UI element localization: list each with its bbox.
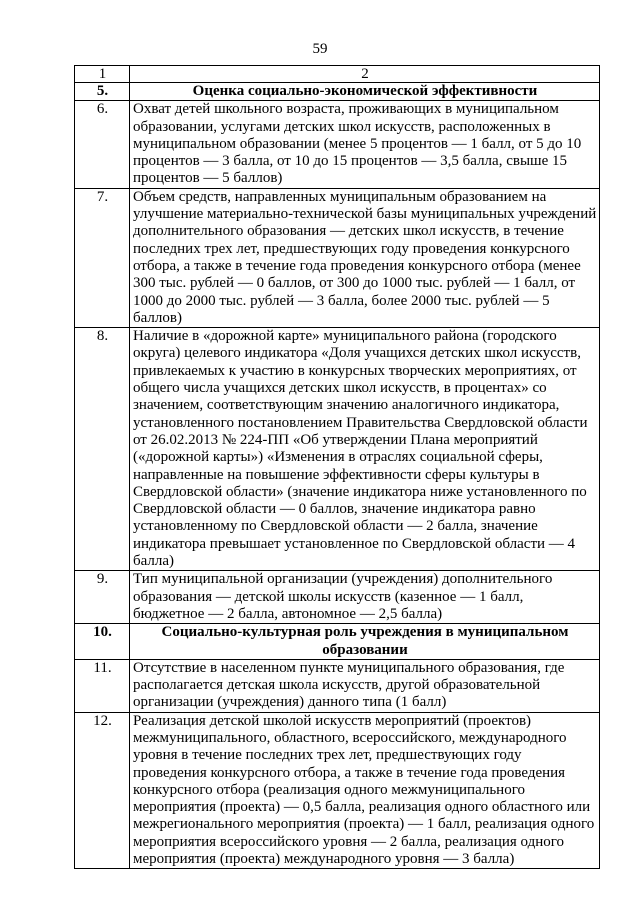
criteria-table [74, 65, 600, 869]
row-text: Тип муниципальной организации (учреждения) дополнительного образования — детской школы искусств (казенное — 1 балл, бюджетное — 2 балла, автономное — 2,5 балла) [130, 571, 600, 624]
table-row [75, 101, 600, 188]
row-text: Объем средств, направленных муниципальным образованием на улучшение материально-технической базы муниципальных учреждений дополнительного образования — детских школ искусств, в течение последних трех лет, предшествующих году проведения конкурсного отбора, а также в течение года проведения конкурсного отбора (менее 300 тыс. рублей — 0 баллов, от 300 до 1000 тыс. рублей — 1 балл, от 1000 до 2000 тыс. рублей — 3 балла, более 2000 тыс. рублей — 5 баллов) [130, 188, 600, 327]
row-number: 10. [75, 624, 130, 660]
section-row [75, 83, 600, 101]
row-text: Отсутствие в населенном пункте муниципального образования, где располагается детская школа искусств, другой образовательной организации (учреждения) данного типа (1 балл) [130, 659, 600, 712]
column-text-header: 2 [130, 66, 600, 83]
row-text: Реализация детской школой искусств мероприятий (проектов) межмуниципального, областного, всероссийского, международного уровня в течение последних трех лет, предшествующих году проведения конкурсного отбора, а также в течение года проведения конкурсного отбора (реализация одного межмуниципального мероприятия (проекта) — 0,5 балла, реализация одного областного или межрегионального мероприятия (проекта) — 1 балл, реализация одного мероприятия всероссийского уровня — 2 балла, реализация одного мероприятия (проекта) международного уровня — 3 балла) [130, 712, 600, 869]
table-row [75, 712, 600, 869]
row-text: Наличие в «дорожной карте» муниципального района (городского округа) целевого индикатора «Доля учащихся детских школ искусств, привлекаемых к участию в конкурсных творческих мероприятиях, от общего числа учащихся детских школ искусств, в процентах» со значением, соответствующим значению аналогичного индикатора, установленного постановлением Правительства Свердловской области от 26.02.2013 № 224-ПП «Об утверждении Плана мероприятий («дорожной карты») «Изменения в отраслях социальной сферы, направленные на повышение эффективности сферы культуры в Свердловской области» (значение индикатора ниже установленного по Свердловской области — 0 баллов, значение индикатора равно установленному по Свердловской области — 2 балла, значение индикатора превышает установленное по Свердловской области — 4 балла) [130, 328, 600, 571]
row-number: 7. [75, 188, 130, 327]
row-number: 11. [75, 659, 130, 712]
row-number: 6. [75, 101, 130, 188]
row-text: Охват детей школьного возраста, проживающих в муниципальном образовании, услугами детских школ искусств, расположенных в муниципальном образовании (менее 5 процентов — 1 балл, от 5 до 10 процентов — 3 балла, от 10 до 15 процентов — 3,5 балла, свыше 15 процентов — 5 баллов) [130, 101, 600, 188]
row-number: 12. [75, 712, 130, 869]
table-row [75, 659, 600, 712]
page-number: 59 [312, 41, 328, 57]
section-row [75, 624, 600, 660]
row-number: 5. [75, 83, 130, 101]
section-title: Оценка социально-экономической эффективности [130, 83, 600, 101]
row-number: 8. [75, 328, 130, 571]
row-number: 9. [75, 571, 130, 624]
table-row [75, 188, 600, 327]
table-row [75, 328, 600, 571]
column-number-header: 1 [75, 66, 130, 83]
table-header-row [75, 66, 600, 83]
section-title: Социально-культурная роль учреждения в муниципальном образовании [130, 624, 600, 660]
table-row [75, 571, 600, 624]
